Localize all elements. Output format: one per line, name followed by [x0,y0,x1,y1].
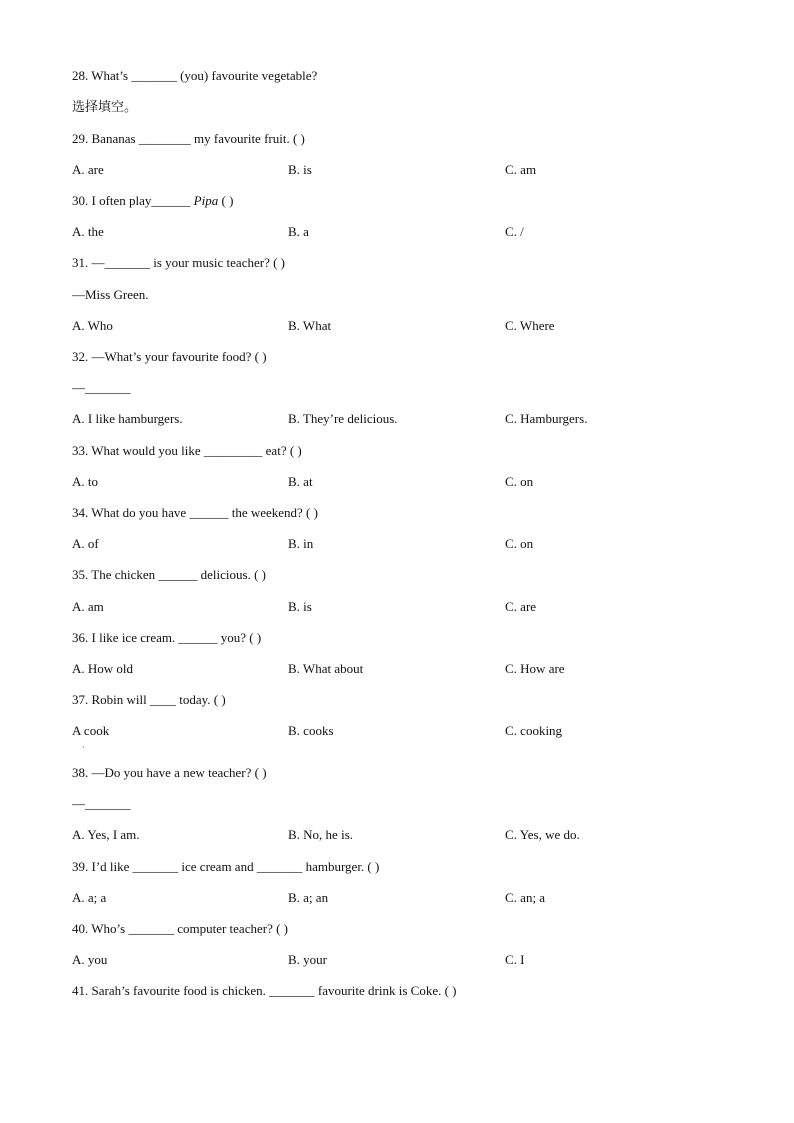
option-b: B. No, he is. [288,827,353,842]
section-heading: 选择填空。 [72,100,138,115]
question-37: 37. Robin will ____ today. ( ) [72,692,226,707]
question-40: 40. Who’s _______ computer teacher? ( ) [72,921,288,936]
stray-dot: · [82,743,85,752]
option-b: B. a [288,224,309,239]
option-a: A. the [72,224,104,239]
option-a: A. to [72,474,98,489]
option-c: C. I [505,952,525,967]
question-30-text: 30. I often play______ [72,193,194,208]
question-34: 34. What do you have ______ the weekend? ( ) [72,505,318,520]
option-c: C. are [505,599,537,614]
question-38-answer: —_______ [72,796,131,811]
question-41: 41. Sarah’s favourite food is chicken. _______ favourite drink is Coke. ( ) [72,983,457,998]
option-a: A. I like hamburgers. [72,411,183,426]
option-a: A. are [72,162,104,177]
option-b: B. What [288,318,332,333]
question-36: 36. I like ice cream. ______ you? ( ) [72,630,262,645]
option-b: B. at [288,474,313,489]
option-c: C. Yes, we do. [505,827,580,842]
option-a: A cook [72,723,110,738]
option-b: B. They’re delicious. [288,411,398,426]
option-b: B. a; an [288,890,329,905]
question-32-answer: —_______ [72,380,131,395]
option-a: A. of [72,536,99,551]
question-32: 32. —What’s your favourite food? ( ) [72,349,267,364]
option-c: C. an; a [505,890,546,905]
option-c: C. am [505,162,537,177]
option-a: A. am [72,599,104,614]
option-a: A. Yes, I am. [72,827,140,842]
option-c: C. / [505,224,524,239]
option-a: A. a; a [72,890,107,905]
option-b: B. is [288,599,312,614]
question-28: 28. What’s _______ (you) favourite vegetable? [72,68,318,83]
question-35: 35. The chicken ______ delicious. ( ) [72,567,266,582]
question-30 [72,193,233,209]
option-b: B. cooks [288,723,334,738]
option-a: A. you [72,952,108,967]
question-38: 38. —Do you have a new teacher? ( ) [72,765,267,780]
question-31-answer: —Miss Green. [72,287,149,302]
option-c: C. on [505,474,534,489]
option-c: C. Where [505,318,555,333]
option-a: A. How old [72,661,134,676]
question-29: 29. Bananas ________ my favourite fruit. ( ) [72,131,305,146]
question-30-italic-word: Pipa [193,193,219,208]
option-c: C. How are [505,661,565,676]
option-a: A. Who [72,318,113,333]
option-b: B. in [288,536,314,551]
option-b: B. What about [288,661,364,676]
option-b: B. is [288,162,312,177]
option-c: C. Hamburgers. [505,411,588,426]
question-33: 33. What would you like _________ eat? ( ) [72,443,302,458]
question-30-bracket: ( ) [218,193,234,208]
question-31: 31. —_______ is your music teacher? ( ) [72,255,286,270]
option-c: C. cooking [505,723,563,738]
question-39: 39. I’d like _______ ice cream and _______ hamburger. ( ) [72,859,380,874]
option-b: B. your [288,952,327,967]
option-c: C. on [505,536,534,551]
